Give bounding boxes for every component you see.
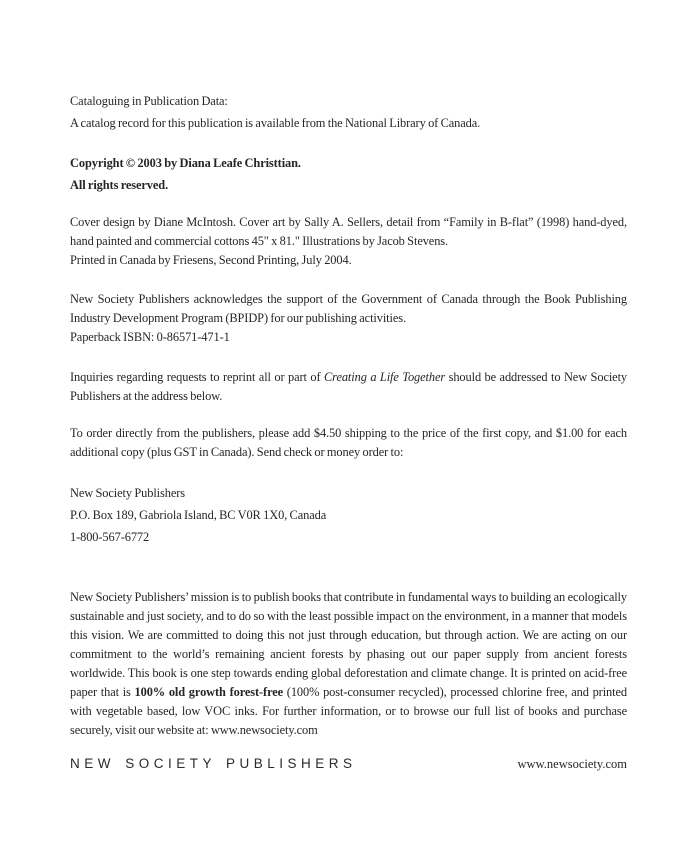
- ordering-paragraph: To order directly from the publishers, please add $4.50 shipping to the price of the first copy, and $1.00 for each additional copy (plus GST in Canada). Send check or money order to:: [70, 426, 627, 459]
- acknowledgment-paragraph: New Society Publishers acknowledges the support of the Government of Canada through the Book Publishing Industry Development Program (BPIDP) for our publishing activities.: [70, 292, 627, 325]
- inquiries-paragraph: [70, 368, 627, 406]
- forest-free-statement: 100% old growth forest-free: [134, 685, 284, 699]
- isbn-line: Paperback ISBN: 0-86571-471-1: [70, 330, 230, 344]
- credits-block: [70, 213, 627, 270]
- publisher-logo: NEW SOCIETY PUBLISHERS: [70, 756, 357, 771]
- mission-block: [70, 588, 627, 740]
- rights-reserved-line: All rights reserved.: [70, 178, 169, 192]
- cover-credits-paragraph: Cover design by Diane McIntosh. Cover art by Sally A. Sellers, detail from “Family in B-flat” (1998) hand-dyed, hand painted and commercial cottons 45" x 81." Illustrations by Jacob Stevens.: [70, 215, 627, 248]
- cataloguing-heading-line: Cataloguing in Publication Data:: [70, 94, 228, 108]
- copyright-block: [70, 152, 627, 196]
- inquiries-text-pre: Inquiries regarding requests to reprint all or part of: [70, 370, 325, 384]
- publisher-address-block: [70, 482, 627, 548]
- catalog-record-line: A catalog record for this publication is available from the National Library of Canada.: [70, 116, 481, 130]
- mission-text-pre: New Society Publishers’ mission is to publish books that contribute in fundamental ways to building an ecologically sustainable and just society, and to do so with the least possible impact on the environment, in a manner that models this vision. We are committed to doing this not just through education, but through action. We are acting on our commitment to the world’s remaining ancient forests by phasing out our paper supply from ancient forests worldwide. This book is one step towards ending global deforestation and climate change. It is printed on acid-free paper that is: [70, 590, 627, 699]
- mission-text-post: (100% post-consumer recycled), processed chlorine free, and printed with vegetable based, low VOC inks. For further information, or to browse our full list of books and purchase securely, visit our website at: www.newsociety.com: [70, 685, 627, 737]
- publisher-street-line: P.O. Box 189, Gabriola Island, BC V0R 1X0, Canada: [70, 508, 327, 522]
- website-url: www.newsociety.com: [517, 757, 627, 771]
- book-title: Creating a Life Together: [324, 370, 446, 384]
- copyright-line: Copyright © 2003 by Diana Leafe Christtian.: [70, 156, 301, 170]
- publisher-phone-line: 1-800-567-6772: [70, 530, 150, 544]
- printing-line: Printed in Canada by Friesens, Second Printing, July 2004.: [70, 253, 352, 267]
- cataloguing-block: [70, 90, 627, 134]
- publisher-name-line: New Society Publishers: [70, 486, 185, 500]
- ordering-block: [70, 424, 627, 462]
- inquiries-text-post: should be addressed to New Society Publishers at the address below.: [70, 370, 628, 403]
- page-footer: [70, 756, 627, 772]
- inquiries-block: [70, 368, 627, 406]
- acknowledgment-block: [70, 290, 627, 328]
- mission-paragraph: [70, 588, 627, 740]
